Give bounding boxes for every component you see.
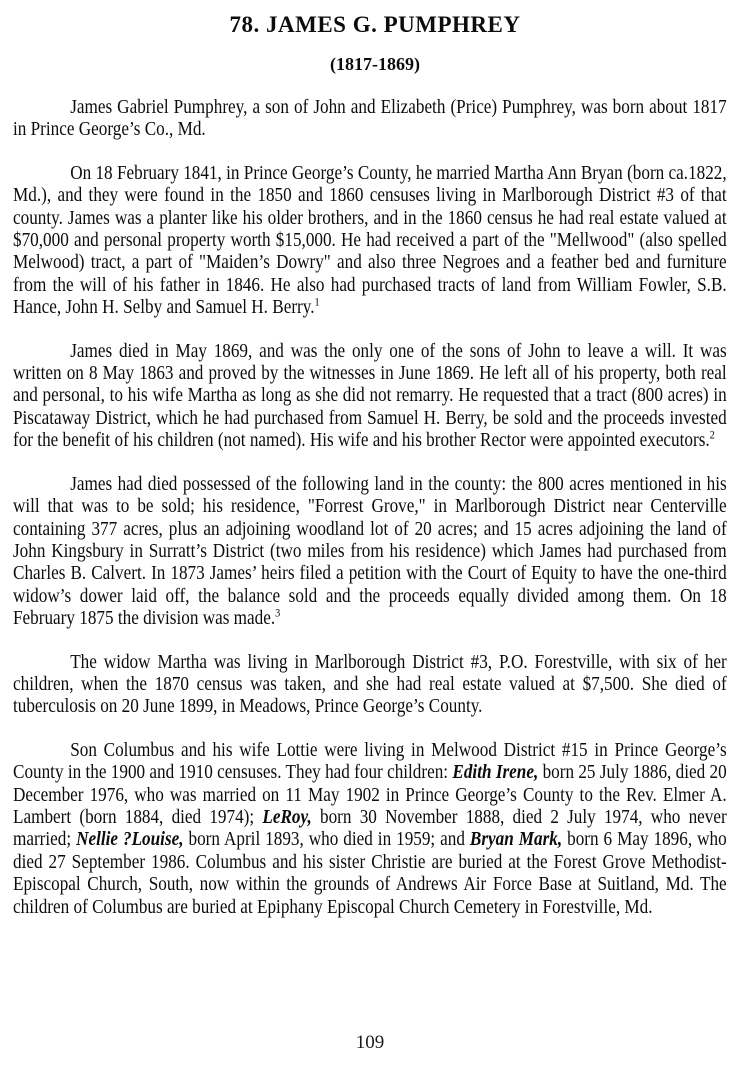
paragraph-death-will: James died in May 1869, and was the only one of the sons of John to leave a will. It was written on 8 May 1863 and proved by the witnesses in June 1869. He left all of his property, both real and personal, to his wife Martha as long as she did not remarry. He requested that a tract (800 acres) in Piscataway District, which he had purchased from Samuel H. Berry, be sold and the proceeds invested for the benefit of his children (not named). His wife and his brother Rector were appointed executors.$^2$ — [13, 340, 727, 452]
document-body — [13, 97, 727, 919]
page-number: 109 — [355, 1032, 385, 1053]
page-subtitle: (1817-1869) — [330, 54, 420, 74]
paragraph-land-holdings: James had died possessed of the following land in the county: the 800 acres mentioned in his will that was to be sold; his residence, "Forrest Grove," in Marlborough District near Centerville containing 377 acres, plus an adjoining woodland lot of 20 acres; and 15 acres adjoining the land of John Kingsbury in Surratt’s District (two miles from his residence) which James had purchased from Charles B. Calvert. In 1873 James’ heirs filed a petition with the Court of Equity to have the one-third widow’s dower laid off, the balance sold and the proceeds equally divided among them. On 18 February 1875 the division was made.$^3$ — [13, 473, 727, 630]
paragraph-son-columbus: Son Columbus and his wife Lottie were living in Melwood District #15 in Prince George’s County in the 1900 and 1910 censuses. They had four children: Edith Irene, born 25 July 1886, died 20 December 1976, who was married on 11 May 1902 in Prince George’s County to the Rev. Elmer A. Lambert (born 1884, died 1974); LeRoy, born 30 November 1888, died 2 July 1974, who never married; Nellie ?Louise, born April 1893, who died in 1959; and Bryan Mark, born 6 May 1896, who died 27 September 1986. Columbus and his sister Christie are buried at the Forest Grove Methodist-Episcopal Church, South, now within the grounds of Andrews Air Force Base at Suitland, Md. The children of Columbus are buried at Epiphany Episcopal Church Cemetery in Forestville, Md. — [13, 739, 727, 918]
paragraph-widow-martha: The widow Martha was living in Marlborough District #3, P.O. Forestville, with six of her children, when the 1870 census was taken, and she had real estate valued at $7,500. She died of tuberculosis on 20 June 1899, in Meadows, Prince George’s County. — [13, 651, 727, 718]
page-title: 78. JAMES G. PUMPHREY — [229, 12, 521, 37]
paragraph-birth: James Gabriel Pumphrey, a son of John and Elizabeth (Price) Pumphrey, was born about 1817 in Prince George’s Co., Md. — [13, 97, 727, 141]
paragraph-marriage-property: On 18 February 1841, in Prince George’s County, he married Martha Ann Bryan (born ca.1822, Md.), and they were found in the 1850 and 1860 censuses living in Marlborough District #3 of that county. James was a planter like his older brothers, and in the 1860 census he had real estate valued at $70,000 and personal property worth $15,000. He had received a part of the "Mellwood" (also spelled Melwood) tract, a part of "Maiden’s Dowry" and also three Negroes and a feather bed and furniture from the will of his father in 1846. He also had purchased tracts of land from William Fowler, S.B. Hance, John H. Selby and Samuel H. Berry.$^1$ — [13, 162, 727, 319]
